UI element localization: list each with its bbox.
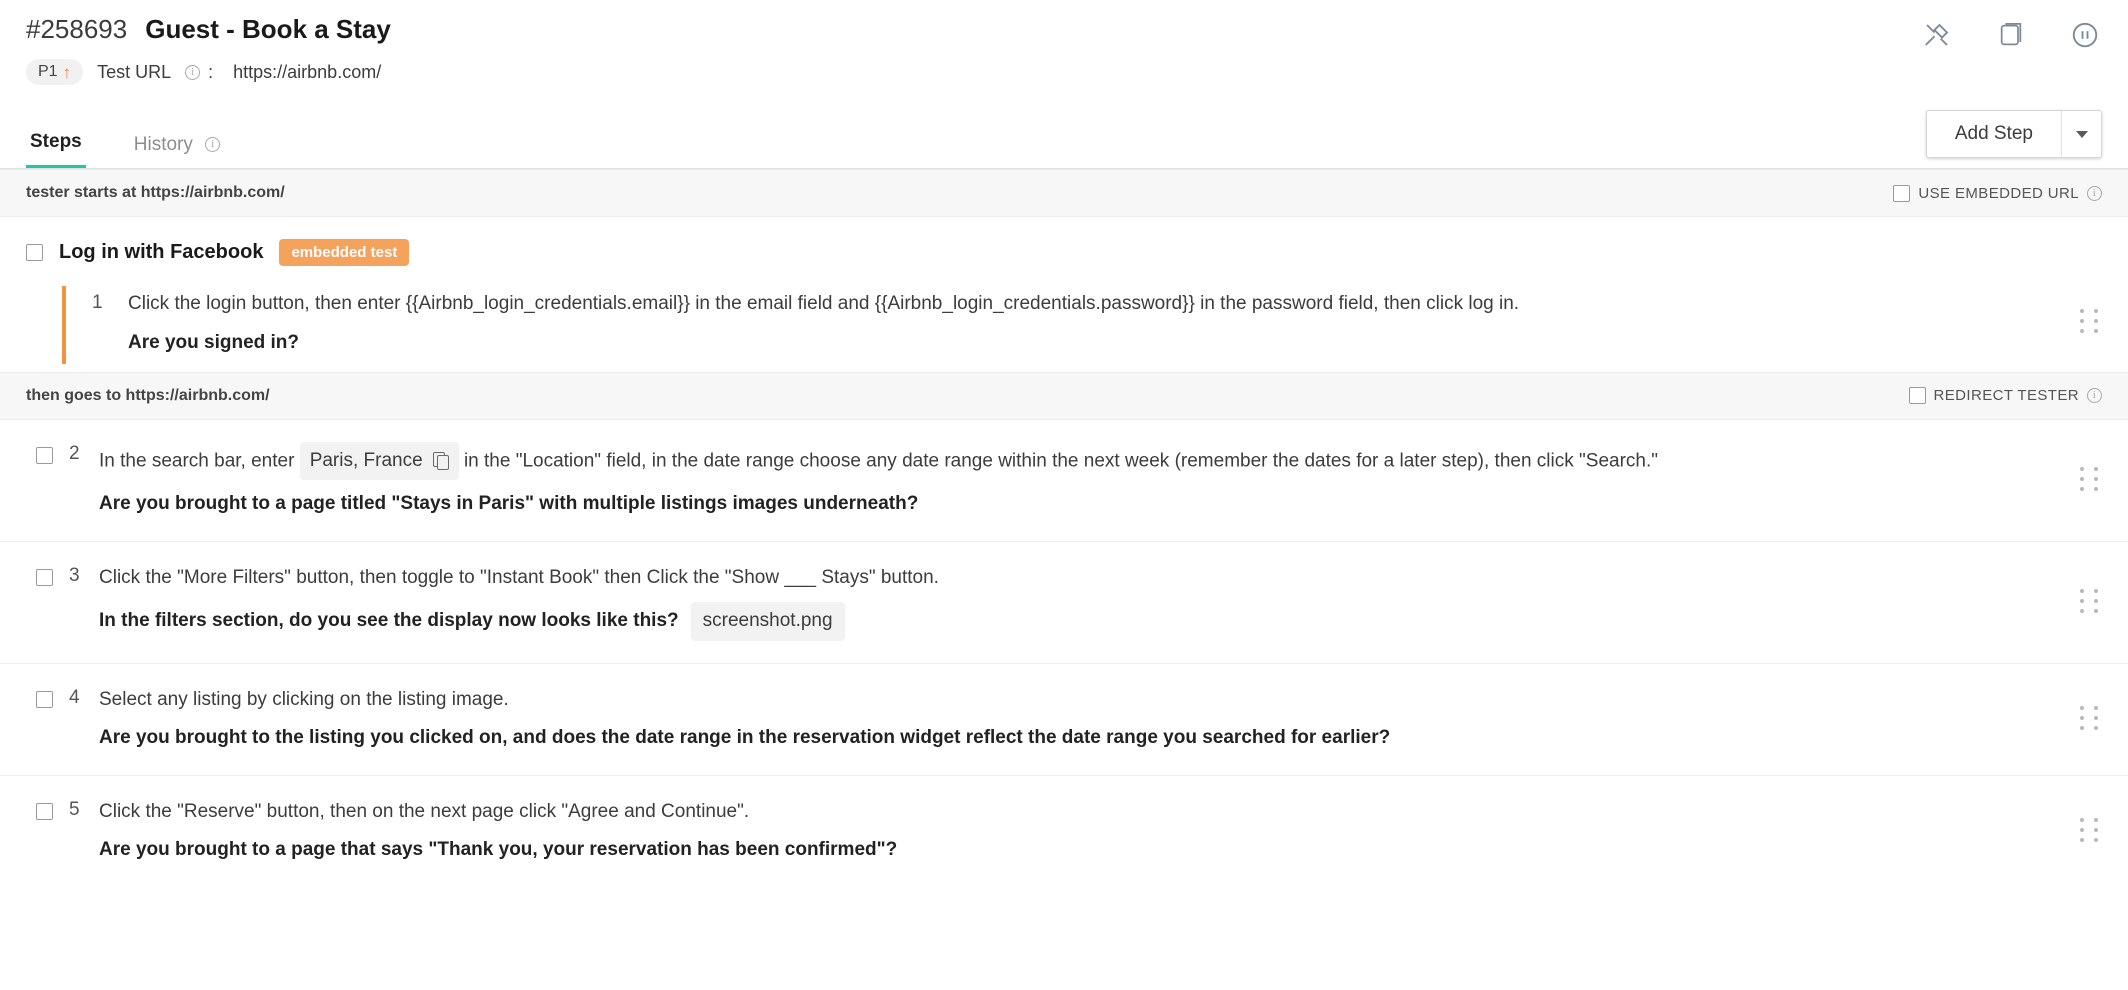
step-instruction: Click the login button, then enter {{Airbnb_login_credentials.email}} in the email field and {{Airbnb_login_credentials.password}} in the password field, then click log in. [128, 293, 1520, 314]
step-number: 1 [92, 292, 103, 313]
status-badge: embedded test [279, 239, 409, 266]
info-icon[interactable]: i [205, 137, 220, 152]
drag-handle[interactable] [2080, 589, 2102, 615]
step-instruction: Select any listing by clicking on the listing image. [99, 688, 509, 710]
embedded-test-checkbox[interactable] [26, 244, 43, 261]
step-number: 5 [69, 798, 80, 820]
info-icon[interactable]: i [2087, 186, 2102, 201]
step-number: 3 [69, 564, 80, 586]
colon-separator: : [208, 61, 214, 82]
step-question-text: Are you brought to a page that says "Thank you, your reservation has been confirmed"? [99, 839, 898, 861]
add-step-dropdown-button[interactable] [2061, 111, 2101, 157]
embedded-test-body [62, 286, 2102, 364]
tab-steps-label: Steps [30, 131, 82, 152]
attachment-chip[interactable]: screenshot.png [691, 602, 845, 641]
step-instruction: Click the "Reserve" button, then on the next page click "Agree and Continue". [99, 800, 750, 822]
step-question [99, 490, 2062, 519]
step-checkbox[interactable] [36, 447, 53, 464]
step-instruction-after: in the "Location" field, in the date range choose any date range within the next week (remember the dates for a later step), then click "Search." [463, 449, 1658, 471]
copy-icon[interactable] [433, 452, 449, 470]
title-row [26, 14, 2102, 45]
tools-icon[interactable] [1920, 18, 1954, 52]
list-item[interactable] [92, 290, 2102, 354]
table-row[interactable] [0, 776, 2128, 887]
variable-chip[interactable] [300, 442, 459, 481]
info-icon[interactable]: i [185, 65, 200, 80]
test-url-label: Test URL [97, 61, 172, 82]
pause-icon[interactable] [2068, 18, 2102, 52]
redirect-text: then goes to https://airbnb.com/ [26, 386, 270, 404]
test-id: #258693 [26, 14, 128, 44]
copy-test-icon[interactable] [1994, 18, 2028, 52]
use-embedded-url-label: USE EMBEDDED URL [1918, 184, 2079, 202]
step-content [99, 798, 2062, 865]
steps-list [0, 420, 2128, 887]
redirect-strip [0, 372, 2128, 420]
tab-history[interactable] [130, 134, 224, 168]
use-embedded-url-checkbox[interactable] [1893, 185, 1910, 202]
tab-history-label: History [133, 134, 193, 155]
priority-badge[interactable] [26, 59, 83, 85]
step-question-text: In the filters section, do you see the display now looks like this? [99, 610, 679, 632]
priority-label: P1 [38, 63, 58, 80]
table-row[interactable] [0, 420, 2128, 542]
chevron-down-icon [2076, 131, 2088, 138]
meta-row [26, 59, 2102, 85]
page-title: Guest - Book a Stay [145, 14, 391, 44]
embedded-test-group [0, 217, 2128, 372]
step-number: 4 [69, 686, 80, 708]
step-checkbox[interactable] [36, 691, 53, 708]
drag-handle[interactable] [2080, 309, 2102, 335]
step-content [99, 564, 2062, 641]
tabs-bar [0, 107, 2128, 169]
drag-handle[interactable] [2080, 818, 2102, 844]
start-url-strip [0, 169, 2128, 217]
step-question-text: Are you brought to the listing you clicked on, and does the date range in the reservation widget reflect the date range you searched for earlier? [99, 727, 1391, 749]
step-question [99, 836, 2062, 865]
step-question [99, 724, 2062, 753]
redirect-tester-label: REDIRECT TESTER [1933, 387, 2079, 405]
embedded-test-header [26, 239, 2102, 266]
drag-handle[interactable] [2080, 467, 2102, 493]
step-question [99, 602, 2062, 641]
test-url-value[interactable]: https://airbnb.com/ [233, 61, 382, 82]
add-step-group [1926, 110, 2102, 158]
variable-chip-label: Paris, France [309, 449, 423, 471]
redirect-tester-checkbox[interactable] [1909, 387, 1926, 404]
info-icon[interactable]: i [2087, 388, 2102, 403]
step-instruction-before: In the search bar, enter [99, 449, 295, 471]
start-url-text: tester starts at https://airbnb.com/ [26, 184, 285, 201]
arrow-up-icon: ↑ [62, 62, 72, 82]
step-question: Are you signed in? [128, 331, 300, 353]
table-row[interactable] [0, 664, 2128, 776]
header-actions [1920, 18, 2102, 52]
table-row[interactable] [0, 542, 2128, 664]
step-instruction: Click the "More Filters" button, then toggle to "Instant Book" then Click the "Show ___ Stays" button. [99, 566, 939, 588]
use-embedded-url-toggle[interactable] [1893, 185, 2102, 202]
step-instruction [99, 442, 2062, 481]
add-step-button[interactable]: Add Step [1927, 111, 2061, 157]
drag-handle[interactable] [2080, 706, 2102, 732]
step-content [99, 686, 2062, 753]
tab-steps[interactable] [26, 131, 86, 168]
step-checkbox[interactable] [36, 569, 53, 586]
step-number: 2 [69, 442, 80, 464]
redirect-tester-toggle[interactable] [1909, 387, 2102, 404]
embedded-test-title[interactable]: Log in with Facebook [59, 241, 264, 263]
step-content [99, 442, 2062, 519]
page-header [0, 0, 2128, 85]
step-question-text: Are you brought to a page titled "Stays in Paris" with multiple listings images underneath? [99, 493, 919, 515]
step-checkbox[interactable] [36, 803, 53, 820]
